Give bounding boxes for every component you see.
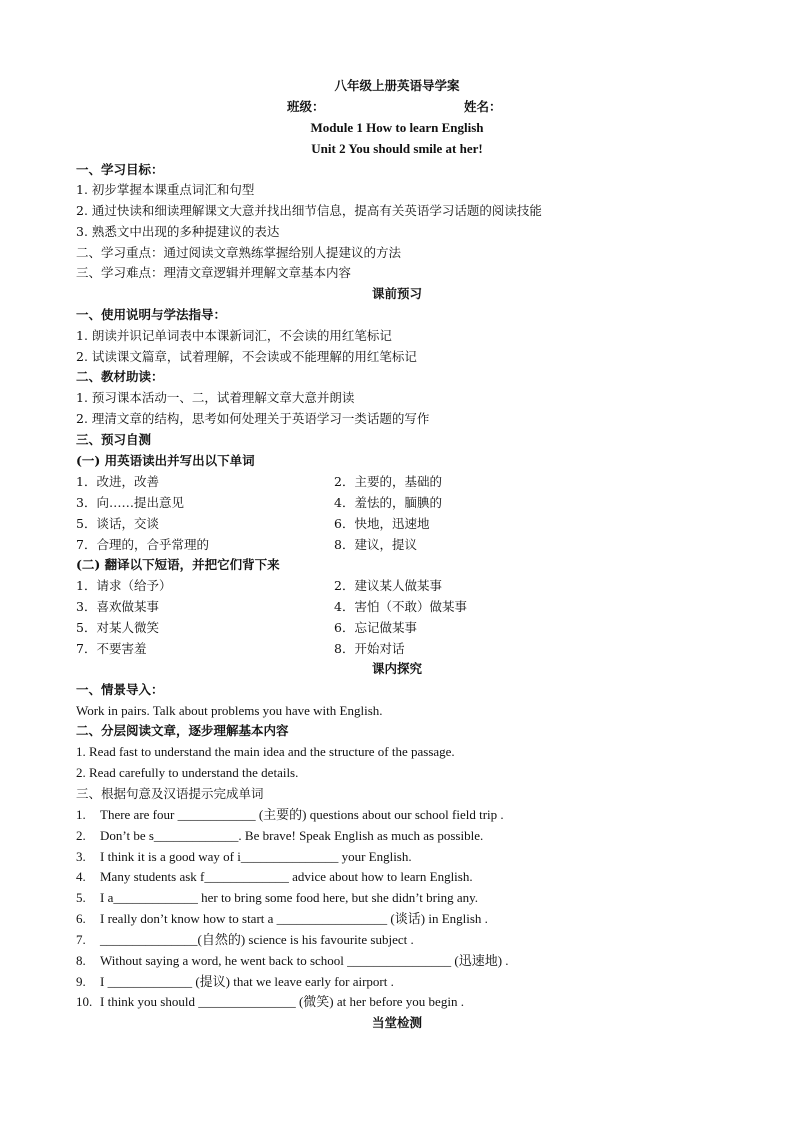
usage-item: 2. 试读课文篇章，试着理解，不会读或不能理解的用红笔标记: [76, 349, 417, 364]
fill-item-text: _______________(自然的) science is his favourite subject .: [100, 932, 414, 947]
intro-heading: 一、情景导入：: [76, 682, 164, 697]
word-item: 1．改进，改善: [76, 474, 159, 489]
intro-text: Work in pairs. Talk about problems you have with English.: [76, 703, 383, 718]
difficulty: 三、学习难点：理清文章逻辑并理解文章基本内容: [76, 265, 352, 280]
phrase-item: 6．忘记做某事: [334, 620, 417, 635]
word-item: 6．快地，迅速地: [334, 516, 430, 531]
word-item: 3．向……提出意见: [76, 495, 184, 510]
goal-item: 2. 通过快读和细读理解课文大意并找出细节信息，提高有关英语学习话题的阅读技能: [76, 203, 542, 218]
words-heading: (一) 用英语读出并写出以下单词: [76, 453, 255, 468]
fill-item-number: 9.: [76, 974, 86, 989]
worksheet-title: 八年级上册英语导学案: [334, 78, 460, 93]
reading-heading: 二、分层阅读文章，逐步理解基本内容: [76, 723, 289, 738]
aid-heading: 二、教材助读：: [76, 369, 164, 384]
fill-item-text: There are four ____________ (主要的) questions about our school field trip .: [100, 807, 504, 822]
fill-item-number: 8.: [76, 953, 86, 968]
explore-heading: 课内探究: [371, 661, 422, 676]
phrase-item: 1．请求（给予）: [76, 578, 172, 593]
fill-item-number: 4.: [76, 869, 86, 884]
aid-item: 2. 理清文章的结构，思考如何处理关于英语学习一类话题的写作: [76, 411, 430, 426]
class-label: 班级：: [287, 99, 325, 114]
fill-item-text: I think it is a good way of i_______________ your English.: [100, 849, 412, 864]
fill-item-text: I _____________ (提议) that we leave early for airport .: [100, 974, 394, 989]
usage-heading: 一、使用说明与学法指导：: [76, 307, 227, 322]
fill-item-text: I really don’t know how to start a _________________ (谈话) in English .: [100, 911, 488, 926]
check-heading: 当堂检测: [371, 1015, 422, 1030]
fill-item-text: Don’t be s_____________. Be brave! Speak English as much as possible.: [100, 828, 484, 843]
fill-item-number: 2.: [76, 828, 86, 843]
aid-item: 1. 预习课本活动一、二，试着理解文章大意并朗读: [76, 390, 355, 405]
fill-heading: 三、根据句意及汉语提示完成单词: [76, 786, 264, 801]
name-label: 姓名：: [464, 99, 502, 114]
unit-title: Unit 2 You should smile at her!: [311, 141, 483, 156]
reading-item: 1. Read fast to understand the main idea and the structure of the passage.: [76, 744, 455, 759]
module-title: Module 1 How to learn English: [310, 120, 484, 135]
key-point: 二、学习重点：通过阅读文章熟练掌握给别人提建议的方法: [76, 245, 402, 260]
goals-heading: 一、学习目标：: [76, 162, 164, 177]
phrase-item: 3．喜欢做某事: [76, 599, 159, 614]
phrase-item: 5．对某人微笑: [76, 620, 159, 635]
goal-item: 1. 初步掌握本课重点词汇和句型: [76, 182, 255, 197]
reading-item: 2. Read carefully to understand the details.: [76, 765, 299, 780]
fill-item-text: Many students ask f_____________ advice about how to learn English.: [100, 869, 473, 884]
word-item: 7．合理的，合乎常理的: [76, 537, 209, 552]
fill-item-text: Without saying a word, he went back to school ________________ (迅速地) .: [100, 953, 509, 968]
fill-item-number: 3.: [76, 849, 86, 864]
fill-item-number: 6.: [76, 911, 86, 926]
self-test-heading: 三、预习自测: [76, 432, 152, 447]
word-item: 2．主要的，基础的: [334, 474, 442, 489]
word-item: 8．建议，提议: [334, 537, 417, 552]
phrase-item: 2．建议某人做某事: [334, 578, 442, 593]
phrases-heading: (二) 翻译以下短语，并把它们背下来: [76, 557, 280, 572]
phrase-item: 8．开始对话: [334, 641, 405, 656]
fill-item-text: I a_____________ her to bring some food here, but she didn’t bring any.: [100, 890, 479, 905]
fill-item-number: 1.: [76, 807, 86, 822]
fill-item-number: 10.: [76, 994, 93, 1009]
goal-item: 3. 熟悉文中出现的多种提建议的表达: [76, 224, 280, 239]
fill-item-number: 5.: [76, 890, 86, 905]
usage-item: 1. 朗读并识记单词表中本课新词汇，不会读的用红笔标记: [76, 328, 392, 343]
fill-item-text: I think you should _______________ (微笑) at her before you begin .: [100, 994, 464, 1009]
word-item: 5．谈话，交谈: [76, 516, 159, 531]
phrase-item: 7．不要害羞: [76, 641, 147, 656]
phrase-item: 4．害怕（不敢）做某事: [334, 599, 467, 614]
preview-heading: 课前预习: [371, 286, 422, 301]
fill-item-number: 7.: [76, 932, 86, 947]
word-item: 4．羞怯的，腼腆的: [334, 495, 442, 510]
